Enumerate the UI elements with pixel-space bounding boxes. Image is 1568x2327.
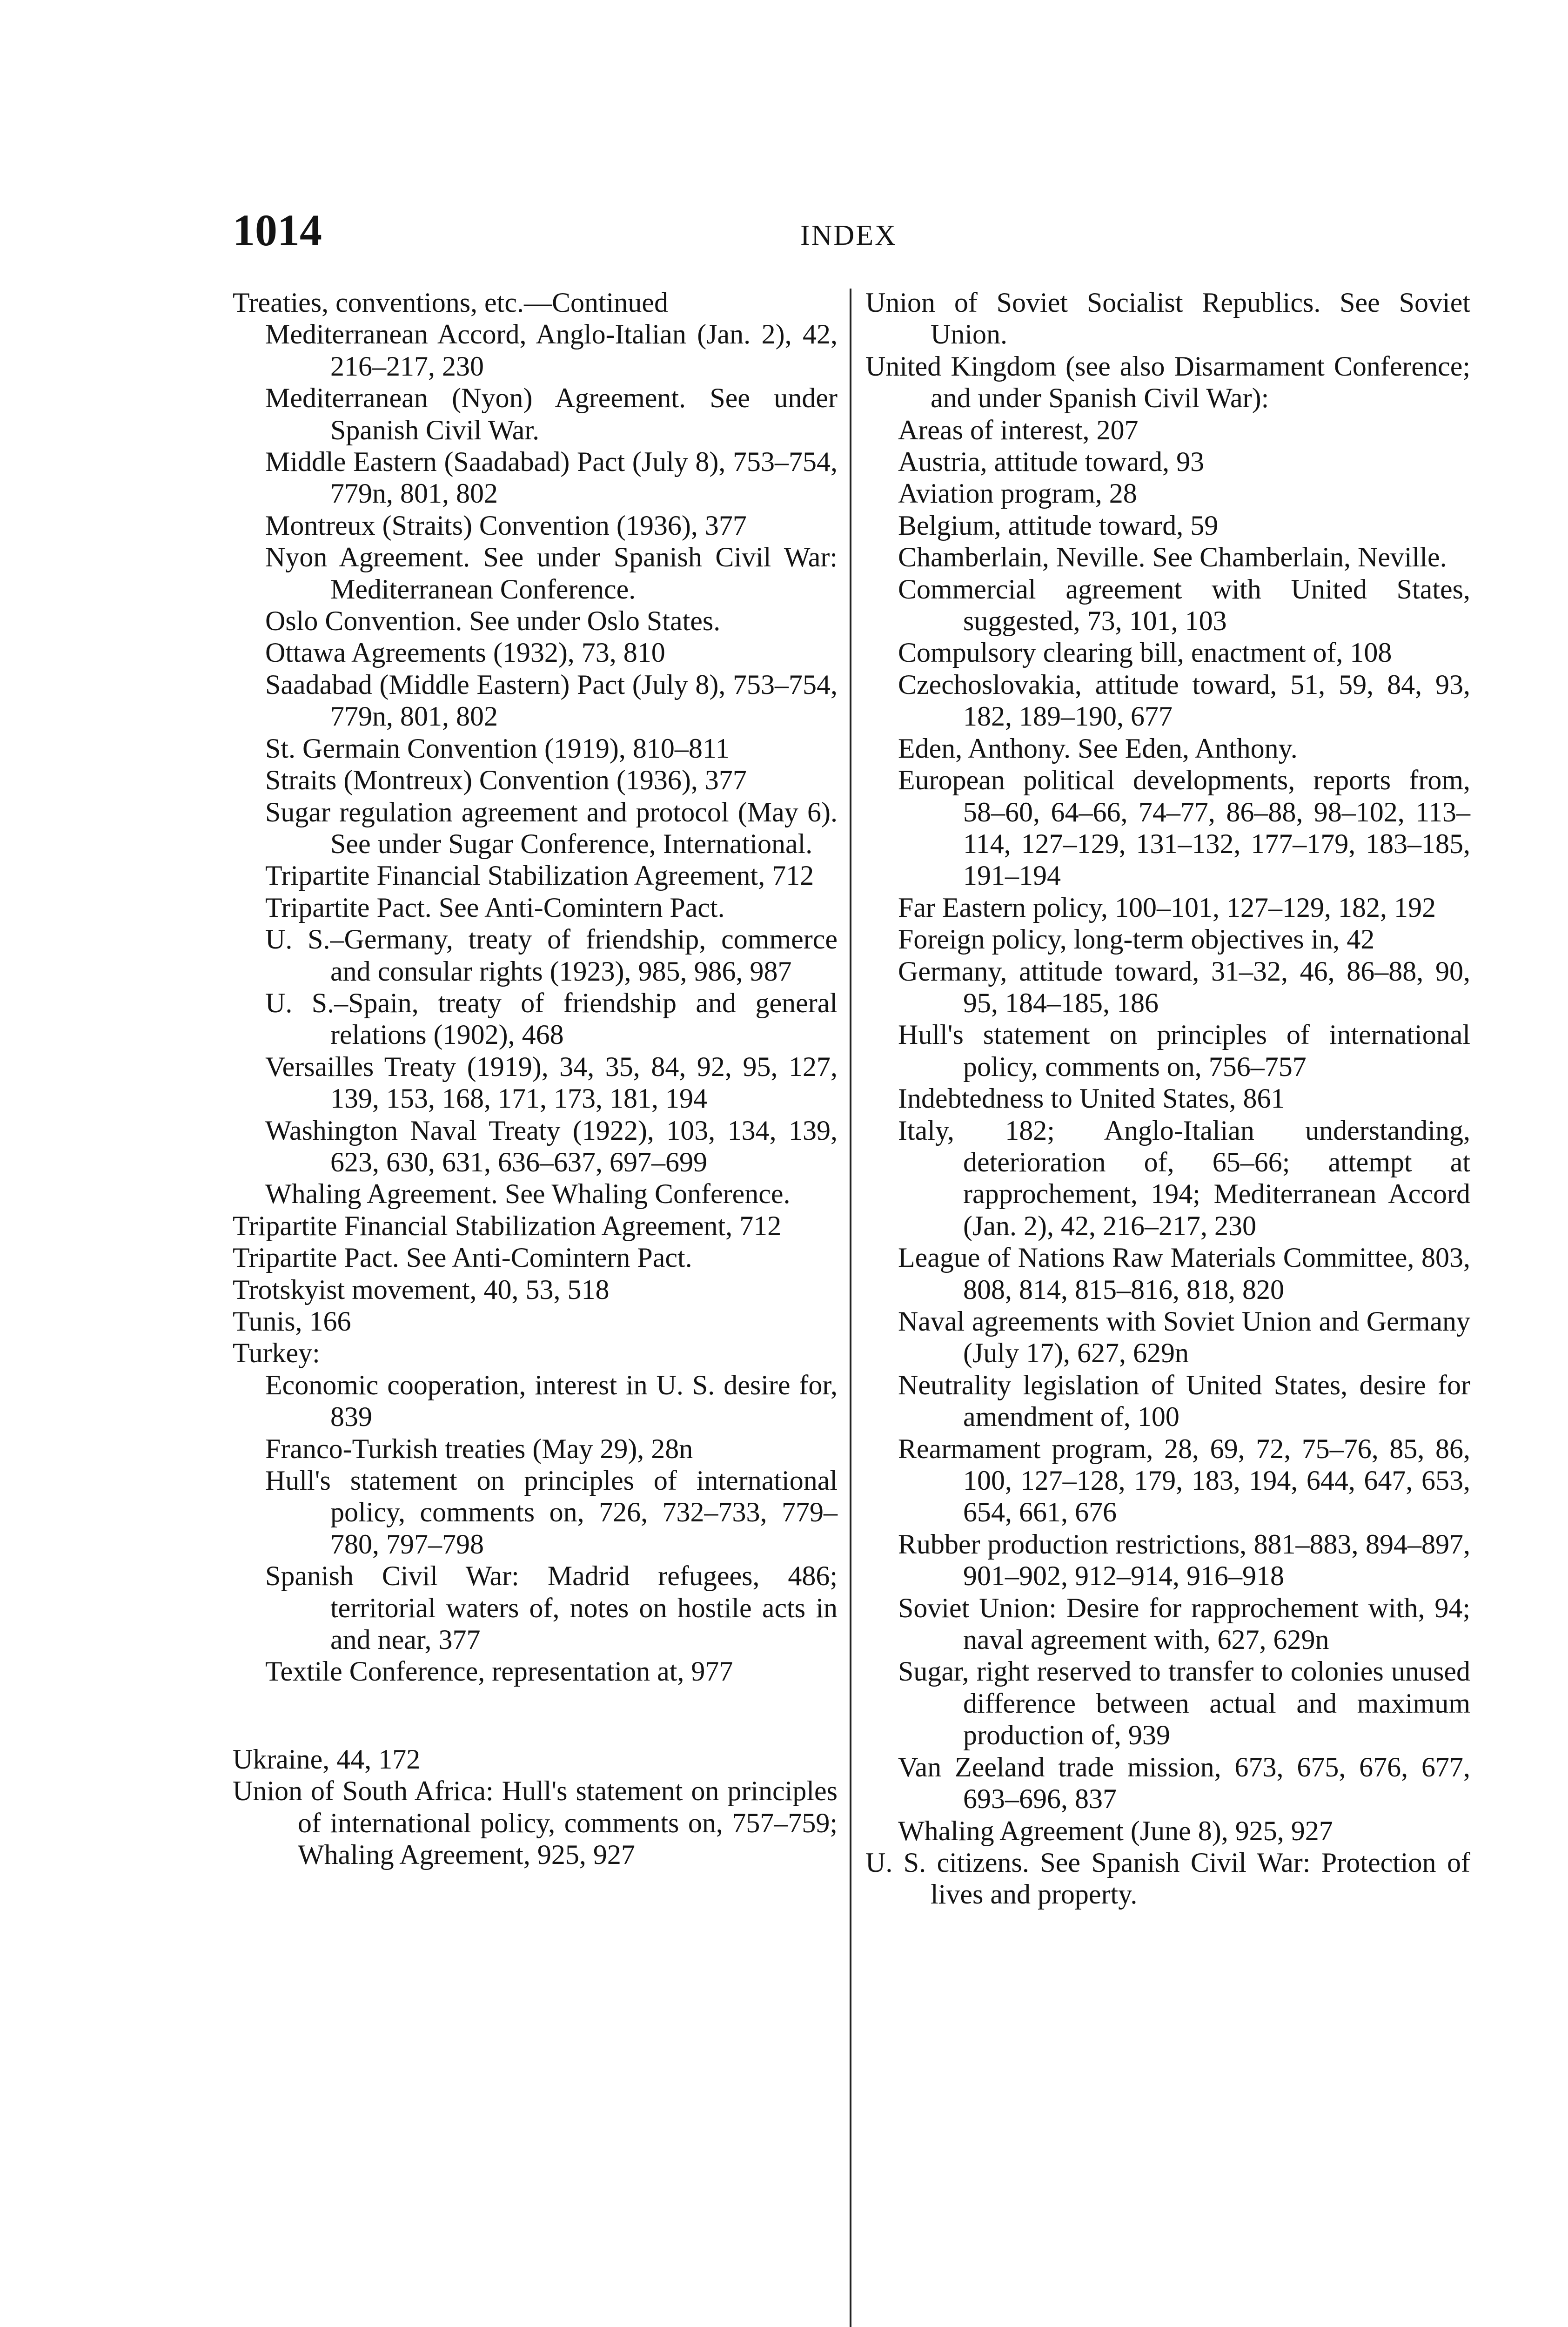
index-subentry: U. S.–Spain, treaty of friendship and general relations (1902), 468 [265,987,838,1050]
index-subentry: Rubber production restrictions, 881–883, 894–897, 901–902, 912–914, 916–918 [898,1528,1470,1592]
index-entry: Treaties, conventions, etc.—Continued [233,287,668,318]
index-subentry: Chamberlain, Neville. See Chamberlain, Neville. [898,542,1447,573]
index-entry: United Kingdom (see also Disarmament Conference; and under Spanish Civil War): [865,350,1470,414]
column-divider [850,289,851,2327]
index-subentry: Foreign policy, long-term objectives in, 42 [898,924,1375,955]
index-entry: Tripartite Financial Stabilization Agreement, 712 [233,1210,782,1241]
right-column [865,287,1470,1910]
index-entry: Tunis, 166 [233,1306,351,1337]
index-subentry: Franco-Turkish treaties (May 29), 28n [265,1433,693,1464]
index-subentry: Mediterranean (Nyon) Agreement. See under Spanish Civil War. [265,383,838,445]
index-subentry: Spanish Civil War: Madrid refugees, 486; territorial waters of, notes on hostile acts in and near, 377 [265,1560,838,1655]
index-subentry: Rearmament program, 28, 69, 72, 75–76, 85, 86, 100, 127–128, 179, 183, 194, 644, 647, 653, 654, 661, 676 [898,1433,1470,1528]
index-subentry: St. Germain Convention (1919), 810–811 [265,733,730,764]
index-subentry: Indebtedness to United States, 861 [898,1083,1285,1114]
index-entry: Union of Soviet Socialist Republics. See Soviet Union. [865,287,1470,350]
index-subentry: Oslo Convention. See under Oslo States. [265,605,721,637]
index-subentry: Van Zeeland trade mission, 673, 675, 676, 677, 693–696, 837 [898,1751,1470,1815]
index-entry: Ukraine, 44, 172 [233,1743,421,1775]
page-header [233,205,1340,256]
index-subentry: Commercial agreement with United States, suggested, 73, 101, 103 [898,573,1470,637]
index-subentry: Straits (Montreux) Convention (1936), 377 [265,765,747,796]
index-entry: Turkey: [233,1338,320,1369]
index-subentry: Middle Eastern (Saadabad) Pact (July 8), 753–754, 779n, 801, 802 [265,446,838,509]
index-subentry: League of Nations Raw Materials Committee, 803, 808, 814, 815–816, 818, 820 [898,1242,1470,1305]
index-entry: Trotskyist movement, 40, 53, 518 [233,1274,610,1305]
index-subentry: Whaling Agreement (June 8), 925, 927 [898,1815,1333,1846]
index-subentry: Germany, attitude toward, 31–32, 46, 86–88, 90, 95, 184–185, 186 [898,955,1470,1018]
index-subentry: Tripartite Financial Stabilization Agreement, 712 [265,860,814,891]
index-subentry: Washington Naval Treaty (1922), 103, 134, 139, 623, 630, 631, 636–637, 697–699 [265,1115,838,1177]
index-subentry: Far Eastern policy, 100–101, 127–129, 182, 192 [898,892,1436,923]
page-number: 1014 [233,205,322,255]
index-subentry: Versailles Treaty (1919), 34, 35, 84, 92, 95, 127, 139, 153, 168, 171, 173, 181, 194 [265,1051,838,1114]
index-subentry: Nyon Agreement. See under Spanish Civil War: Mediterranean Conference. [265,542,838,605]
index-subentry: Belgium, attitude toward, 59 [898,510,1219,541]
index-subentry: Hull's statement on principles of international policy, comments on, 756–757 [898,1019,1470,1082]
index-subentry: Soviet Union: Desire for rapprochement with, 94; naval agreement with, 627, 629n [898,1592,1470,1655]
index-subentry: Economic cooperation, interest in U. S. desire for, 839 [265,1369,838,1433]
index-subentry: Czechoslovakia, attitude toward, 51, 59, 84, 93, 182, 189–190, 677 [898,669,1470,732]
index-subentry: U. S.–Germany, treaty of friendship, commerce and consular rights (1923), 985, 986, 987 [265,924,838,987]
index-subentry: Austria, attitude toward, 93 [898,446,1205,478]
index-subentry: Sugar regulation agreement and protocol (May 6). See under Sugar Conference, International. [265,796,838,859]
index-subentry: Aviation program, 28 [898,478,1137,509]
index-entry: Tripartite Pact. See Anti-Comintern Pact. [233,1242,692,1273]
left-column [233,287,838,1871]
index-entry: Union of South Africa: Hull's statement on principles of international policy, comments on, 757–759; Whaling Agreement, 925, 927 [233,1776,838,1870]
index-subentry: Neutrality legislation of United States, desire for amendment of, 100 [898,1369,1470,1433]
index-subentry: Hull's statement on principles of international policy, comments on, 726, 732–733, 779–780, 797–798 [265,1465,838,1560]
index-subentry: Compulsory clearing bill, enactment of, 108 [898,637,1392,668]
index-subentry: Naval agreements with Soviet Union and Germany (July 17), 627, 629n [898,1306,1470,1369]
index-subentry: European political developments, reports from, 58–60, 64–66, 74–77, 86–88, 98–102, 113–114, 127–129, 131–132, 177–179, 183–185, 191–194 [898,765,1470,891]
index-subentry: Sugar, right reserved to transfer to colonies unused difference between actual and maximum production of, 939 [898,1656,1470,1751]
section-gap [233,1688,838,1743]
index-subentry: Tripartite Pact. See Anti-Comintern Pact. [265,892,725,923]
running-head: INDEX [800,220,897,251]
index-subentry: Eden, Anthony. See Eden, Anthony. [898,733,1298,764]
index-subentry: Mediterranean Accord, Anglo-Italian (Jan. 2), 42, 216–217, 230 [265,319,838,382]
index-subentry: Textile Conference, representation at, 977 [265,1656,733,1687]
index-entry: U. S. citizens. See Spanish Civil War: Protection of lives and property. [865,1847,1470,1910]
index-subentry: Ottawa Agreements (1932), 73, 810 [265,637,665,668]
index-subentry: Italy, 182; Anglo-Italian understanding, deterioration of, 65–66; attempt at rapprochement, 194; Mediterranean Accord (Jan. 2), 42, 216–217, 230 [898,1115,1470,1241]
index-subentry: Montreux (Straits) Convention (1936), 377 [265,510,747,541]
index-subentry: Whaling Agreement. See Whaling Conference. [265,1178,791,1210]
index-subentry: Areas of interest, 207 [898,414,1139,445]
index-subentry: Saadabad (Middle Eastern) Pact (July 8), 753–754, 779n, 801, 802 [265,669,838,732]
